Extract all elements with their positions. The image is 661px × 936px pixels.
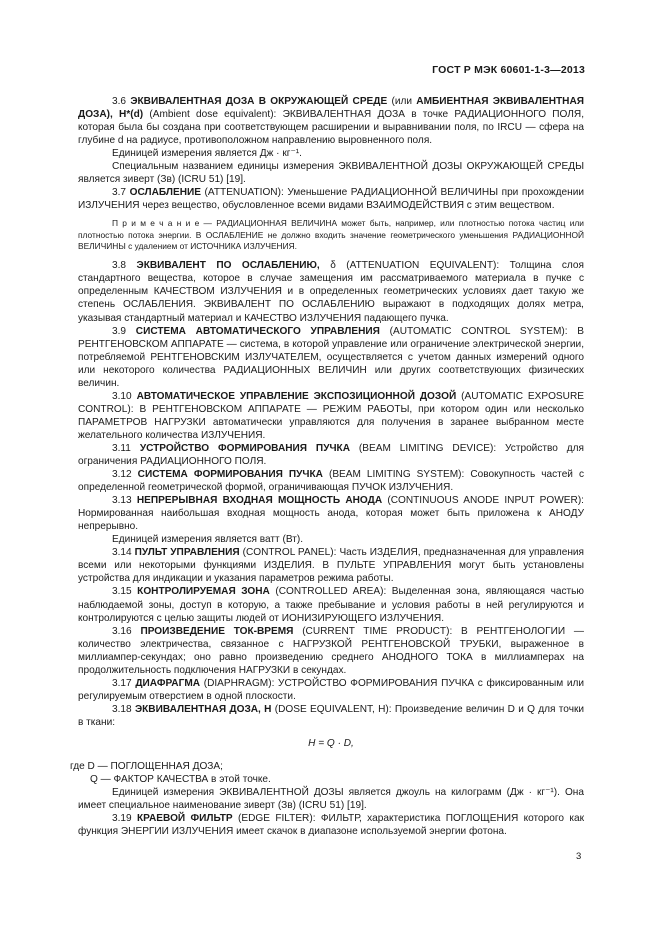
clause-number: 3.18 — [112, 703, 132, 715]
definition: (AUTOMATIC CONTROL SYSTEM): В РЕНТГЕНОВСКОМ АППАРАТЕ — система, в которой управление или ограничение электрической энергии, потребляемой РЕНТГЕНОВСКИМ ИЗЛУЧАТЕЛЕМ, осуществляется с учетом данных измерений одного или некоторого количества РАДИАЦИОННЫХ ВЕЛИЧИН или других соответствующих физических величин. — [78, 325, 585, 389]
clause-number: 3.7 — [112, 187, 127, 199]
definition: δ (ATTENUATION EQUIVALENT): Толщина слоя стандартного вещества, которое в случае замещения им рассматриваемого материала в пучке с определенным КАЧЕСТВОМ ИЗЛУЧЕНИЯ и в определенных геометрических условиях дает такую же степень ОСЛАБЛЕНИЯ. ЭКВИВАЛЕНТ ПО ОСЛАБЛЕНИЮ выражают в подходящих долях метра, указывая стандартный материал и КАЧЕСТВО ИЗЛУЧЕНИЯ падающего пучка. — [78, 260, 584, 324]
clause-number: 3.17 — [112, 677, 132, 689]
paragraph-unit-watt: Единицей измерения является ватт (Вт). — [112, 534, 304, 546]
clause-number: 3.6 — [112, 96, 127, 107]
definition: (CONTROLLED AREA): Выделенная зона, являющаяся частью наблюдаемой зоны, доступ в которую, а также пребывание и условия работы в ней регулируются и контролируются с целью защиты людей от ИОНИЗИРУЮЩЕГО ИЗЛУЧЕНИЯ. — [78, 586, 584, 624]
clause-number: 3.8 — [112, 260, 127, 272]
definition: (Ambient dose equivalent): ЭКВИВАЛЕНТНАЯ ДОЗА в точке РАДИАЦИОННОГО ПОЛЯ, которая была бы создана при соответствующем расширении и выравнивании поля, по IRCU — сфера на глубине d на радиусе, противоположном направлению выровненного поля. — [78, 109, 584, 147]
term: КРАЕВОЙ ФИЛЬТР — [137, 813, 233, 825]
paragraph-3-11 — [78, 442, 584, 468]
clause-number: 3.19 — [112, 813, 132, 825]
clause-number: 3.14 — [112, 547, 132, 559]
paragraph-3-15 — [78, 585, 584, 624]
definition: (ATTENUATION): Уменьшение РАДИАЦИОННОЙ ВЕЛИЧИНЫ при прохождении ИЗЛУЧЕНИЯ через вещество, обусловленное всеми видами ВЗАИМОДЕЙСТВИЯ с этим веществом. — [78, 187, 584, 212]
paragraph-3-7 — [78, 186, 584, 212]
paragraph-3-12 — [78, 468, 584, 494]
note — [78, 218, 584, 252]
term: ЭКВИВАЛЕНТНАЯ ДОЗА В ОКРУЖАЮЩЕЙ СРЕДЕ — [130, 96, 388, 107]
definition: (EDGE FILTER): ФИЛЬТР, характеристика ПОГЛОЩЕНИЯ которого как функция ЭНЕРГИИ ИЗЛУЧЕНИЯ имеет скачок в диапазоне используемой энергии фотона. — [78, 813, 584, 838]
paragraph-3-8 — [78, 259, 584, 324]
clause-number: 3.11 — [112, 442, 131, 454]
term: НЕПРЕРЫВНАЯ ВХОДНАЯ МОЩНОСТЬ АНОДА — [136, 495, 383, 507]
paragraph-3-16 — [78, 625, 584, 677]
definition: (DIAPHRAGM): УСТРОЙСТВО ФОРМИРОВАНИЯ ПУЧКА с фиксированным или регулируемым отверстием в одной плоскости. — [78, 677, 584, 702]
document-body — [70, 95, 585, 838]
definition: (CONTINUOUS ANODE INPUT POWER): Нормированная наибольшая входная мощность анода, которая может быть приложена к АНОДУ непрерывно. — [78, 495, 584, 533]
term: КОНТРОЛИРУЕМАЯ ЗОНА — [137, 586, 270, 598]
paragraph-3-13 — [78, 494, 584, 533]
term: ОСЛАБЛЕНИЕ — [129, 187, 201, 199]
paragraph-3-18 — [78, 703, 584, 729]
clause-number: 3.13 — [112, 495, 132, 507]
paragraph-3-19 — [78, 812, 584, 838]
document-id-header: ГОСТ Р МЭК 60601-1-3—2013 — [432, 64, 585, 76]
term: ЭКВИВАЛЕНТНАЯ ДОЗА, H — [134, 703, 272, 715]
term: УСТРОЙСТВО ФОРМИРОВАНИЯ ПУЧКА — [139, 442, 351, 454]
definition: (CURRENT TIME PRODUCT): В РЕНТГЕНОЛОГИИ — количество электричества, связанное с НАГРУЗКОЙ РЕНТГЕНОВСКОЙ ТРУБКИ, выраженное в миллиампер-секундах; оно равно произведению среднего АНОДНОГО ТОКА в миллиамперах на продолжительность подключения НАГРУЗКИ в секундах. — [78, 625, 584, 676]
paragraph-3-10 — [78, 390, 584, 442]
definition: (BEAM LIMITING SYSTEM): Совокупность частей с определенной геометрической формой, ограничивающая ПУЧОК ИЗЛУЧЕНИЯ. — [78, 469, 584, 494]
clause-number: 3.12 — [112, 469, 132, 481]
term: АМБИЕНТНАЯ ЭКВИВАЛЕНТНАЯ ДОЗА), H*(d) — [78, 96, 584, 121]
paragraph-3-17 — [78, 677, 584, 703]
formula-legend-d: где D — ПОГЛОЩЕННАЯ ДОЗА; — [70, 761, 223, 773]
term: СИСТЕМА ФОРМИРОВАНИЯ ПУЧКА — [137, 469, 323, 481]
paragraph-special-name: Специальным названием единицы измерения ЭКВИВАЛЕНТНОЙ ДОЗЫ ОКРУЖАЮЩЕЙ СРЕДЫ является зиверт (Зв) (ICRU 51) [19]. — [78, 161, 584, 186]
clause-number: 3.9 — [112, 325, 127, 337]
term: СИСТЕМА АВТОМАТИЧЕСКОГО УПРАВЛЕНИЯ — [135, 325, 380, 337]
note-label: П р и м е ч а н и е — — [112, 218, 212, 229]
paragraph-3-6 — [78, 95, 584, 147]
formula: H = Q · D, — [308, 738, 354, 749]
text: (или — [387, 96, 417, 107]
paragraph-unit-dose: Единицей измерения ЭКВИВАЛЕНТНОЙ ДОЗЫ является джоуль на килограмм (Дж · кг⁻¹). Она имеет специальное наименование зиверт (Зв) (ICRU 51) [19]. — [78, 787, 584, 812]
definition: (AUTOMATIC EXPOSURE CONTROL): В РЕНТГЕНОВСКОМ АППАРАТЕ — РЕЖИМ РАБОТЫ, при котором один или несколько ПАРАМЕТРОВ НАГРУЗКИ автоматически управляются для получения в заранее выбранном месте желательного количества ИЗЛУЧЕНИЯ. — [78, 390, 584, 441]
definition: (DOSE EQUIVALENT, H): Произведение величин D и Q для точки в ткани: — [78, 703, 585, 728]
term: АВТОМАТИЧЕСКОЕ УПРАВЛЕНИЕ ЭКСПОЗИЦИОННОЙ ДОЗОЙ — [136, 390, 457, 402]
paragraph-3-9 — [78, 325, 584, 390]
page-number: 3 — [576, 851, 582, 862]
term: ПУЛЬТ УПРАВЛЕНИЯ — [134, 547, 240, 559]
definition: (CONTROL PANEL): Часть ИЗДЕЛИЯ, предназначенная для управления всеми или некоторыми функциями ИЗДЕЛИЯ. В ПУЛЬТЕ УПРАВЛЕНИЯ могут быть установлены устройства для индикации и указания параметров режима работы. — [78, 547, 584, 585]
term: ЭКВИВАЛЕНТ ПО ОСЛАБЛЕНИЮ, — [136, 260, 320, 272]
clause-number: 3.10 — [112, 390, 132, 402]
definition: (BEAM LIMITING DEVICE): Устройство для ограничения РАДИАЦИОННОГО ПОЛЯ. — [78, 442, 584, 468]
clause-number: 3.16 — [112, 625, 132, 637]
term: ПРОИЗВЕДЕНИЕ ТОК-ВРЕМЯ — [140, 625, 294, 637]
note-text: РАДИАЦИОННАЯ ВЕЛИЧИНА может быть, например, или плотностью потока частиц или плотностью потока энергии. В ОСЛАБЛЕНИЕ не должно входить значение геометрического уменьшения РАДИАЦИОННОЙ ВЕЛИЧИНЫ с удалением от ИСТОЧНИКА ИЗЛУЧЕНИЯ. — [78, 218, 584, 252]
paragraph-3-14 — [78, 546, 584, 585]
clause-number: 3.15 — [112, 586, 132, 598]
paragraph-unit: Единицей измерения является Дж · кг⁻¹. — [112, 148, 302, 160]
formula-legend-q: Q — ФАКТОР КАЧЕСТВА в этой точке. — [90, 774, 271, 786]
term: ДИАФРАГМА — [135, 677, 201, 689]
